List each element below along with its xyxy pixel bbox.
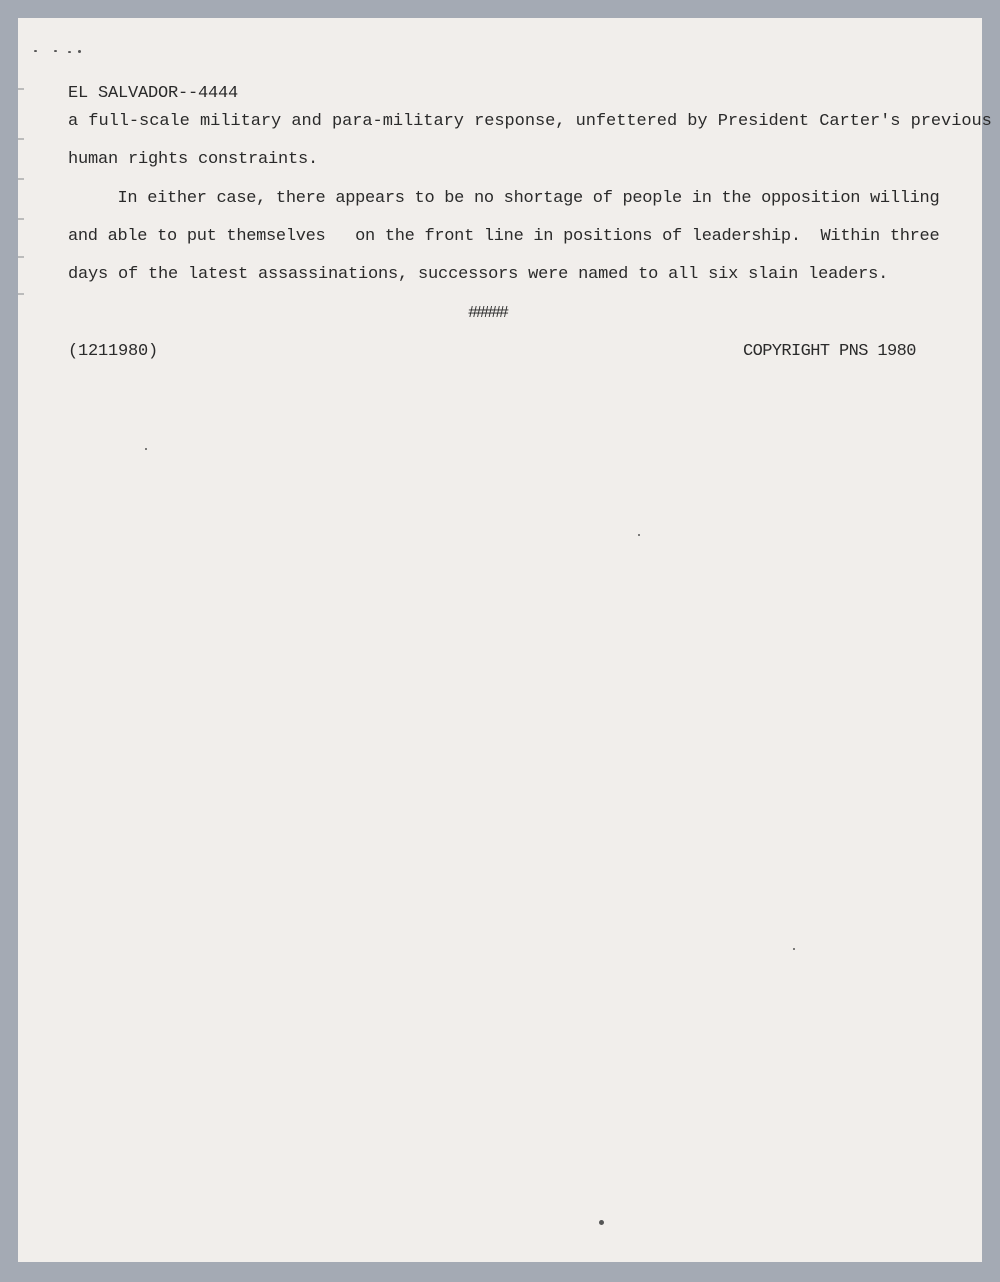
end-mark: ##### [468, 304, 507, 323]
body-line: human rights constraints. [68, 150, 319, 169]
body-line: and able to put themselves on the front line in positions of leadership. Within three [68, 227, 940, 246]
edge-mark [18, 293, 24, 295]
document-header: EL SALVADOR--4444 [68, 84, 239, 103]
edge-mark [18, 178, 24, 180]
speck [599, 1220, 604, 1225]
body-line: a full-scale military and para-military response, unfettered by President Carter's previous [68, 112, 992, 131]
copyright: COPYRIGHT PNS 1980 [743, 342, 916, 361]
speck [793, 948, 795, 950]
edge-mark [18, 138, 24, 140]
speck [68, 51, 71, 53]
edge-mark [18, 256, 24, 258]
edge-mark [18, 88, 24, 90]
document-page [18, 18, 992, 1262]
speck [54, 50, 57, 52]
speck [638, 534, 640, 536]
body-line: In either case, there appears to be no shortage of people in the opposition willing [68, 189, 940, 208]
speck [78, 50, 81, 53]
edge-mark [18, 218, 24, 220]
speck [34, 50, 37, 52]
speck [145, 448, 147, 450]
body-line: days of the latest assassinations, successors were named to all six slain leaders. [68, 265, 889, 284]
dateline: (1211980) [68, 342, 159, 361]
